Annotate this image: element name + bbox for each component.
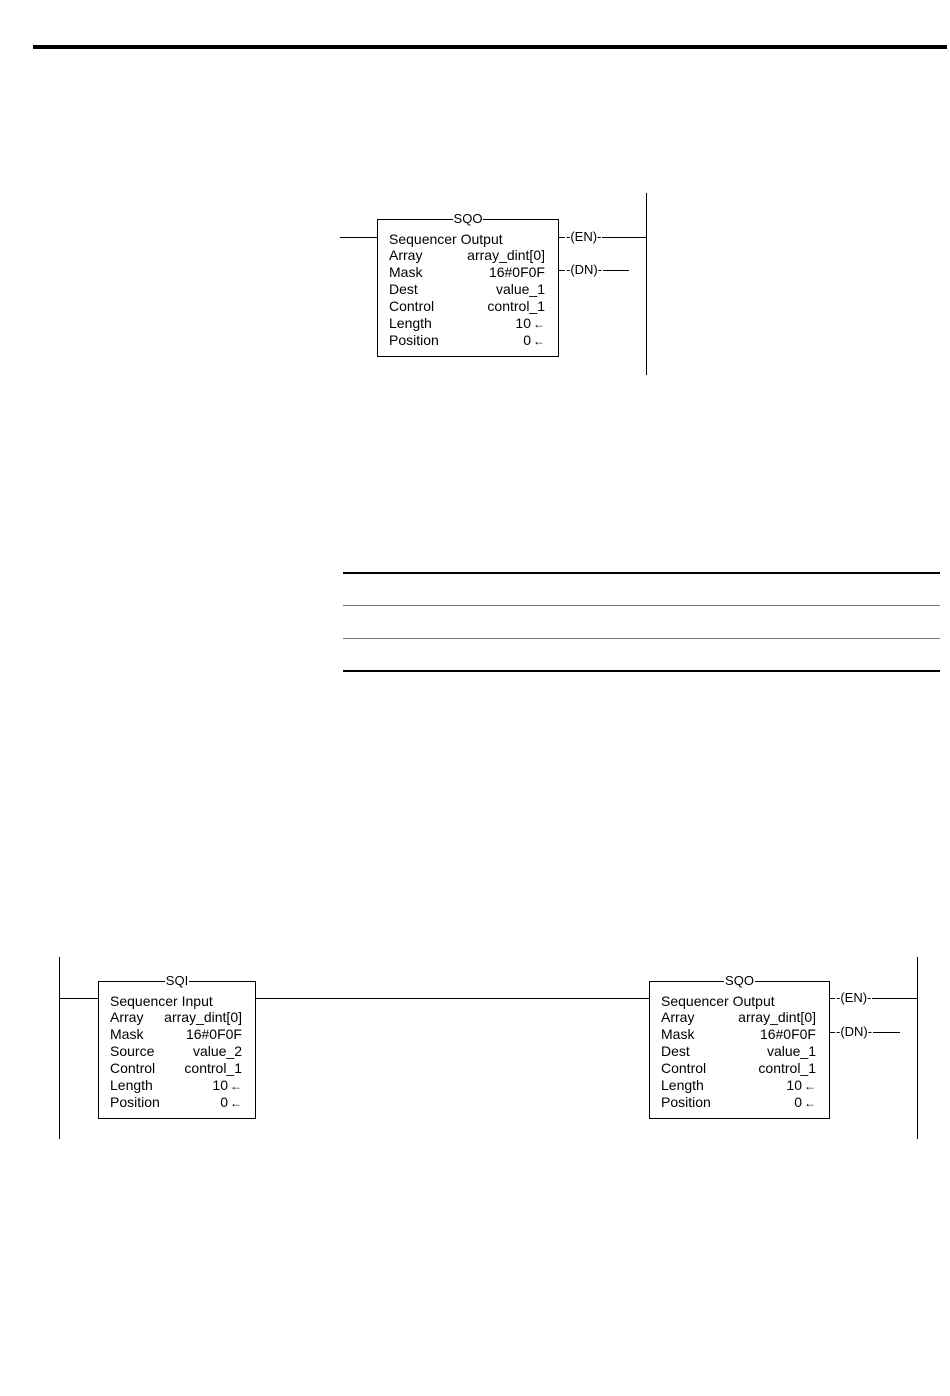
param-row: Position 0 ←: [661, 1094, 816, 1110]
table-top-rule: [343, 572, 940, 574]
right-power-rail: [917, 957, 918, 1139]
rung-input-wire: [340, 237, 378, 238]
param-row: Position 0 ←: [389, 332, 545, 348]
param-row: Control control_1: [110, 1060, 242, 1076]
param-row: Length 10 ←: [661, 1077, 816, 1093]
param-row: Control control_1: [661, 1060, 816, 1076]
left-power-rail: [59, 957, 60, 1139]
arrow-left-icon: ←: [533, 334, 545, 348]
en-coil: -(EN)-: [836, 990, 872, 1005]
param-row: Mask 16#0F0F: [110, 1026, 242, 1042]
sqo-instruction-block[interactable]: [649, 973, 830, 1119]
param-row: Dest value_1: [389, 281, 545, 297]
param-row: Source value_2: [110, 1043, 242, 1059]
dn-coil: -(DN)-: [836, 1024, 873, 1039]
en-coil: -(EN)-: [566, 229, 602, 244]
arrow-left-icon: ←: [230, 1096, 242, 1110]
param-row: Length 10 ←: [389, 315, 545, 331]
table-row-rule: [343, 638, 940, 639]
page-header-rule: [33, 45, 947, 49]
block-name: Sequencer Output: [661, 993, 775, 1009]
block-name: Sequencer Output: [389, 231, 503, 247]
sqi-instruction-block[interactable]: [98, 973, 256, 1119]
block-title: SQO: [453, 211, 483, 226]
arrow-left-icon: ←: [804, 1096, 816, 1110]
param-row: Mask 16#0F0F: [389, 264, 545, 280]
rung-input-wire: [59, 998, 99, 999]
table-bottom-rule: [343, 670, 940, 672]
param-row: Dest value_1: [661, 1043, 816, 1059]
block-title: SQO: [725, 973, 754, 988]
param-row: Array array_dint[0]: [389, 247, 545, 263]
param-row: Position 0 ←: [110, 1094, 242, 1110]
block-name: Sequencer Input: [110, 993, 213, 1009]
rung-middle-wire: [255, 998, 650, 999]
param-row: Array array_dint[0]: [110, 1009, 242, 1025]
arrow-left-icon: ←: [804, 1079, 816, 1093]
block-title: SQI: [165, 973, 189, 988]
arrow-left-icon: ←: [230, 1079, 242, 1093]
dn-coil: -(DN)-: [566, 262, 603, 277]
table-row-rule: [343, 605, 940, 606]
right-power-rail: [646, 193, 647, 375]
param-row: Array array_dint[0]: [661, 1009, 816, 1025]
sqo-instruction-block[interactable]: [377, 211, 559, 357]
param-row: Mask 16#0F0F: [661, 1026, 816, 1042]
arrow-left-icon: ←: [533, 317, 545, 331]
param-row: Control control_1: [389, 298, 545, 314]
param-row: Length 10 ←: [110, 1077, 242, 1093]
